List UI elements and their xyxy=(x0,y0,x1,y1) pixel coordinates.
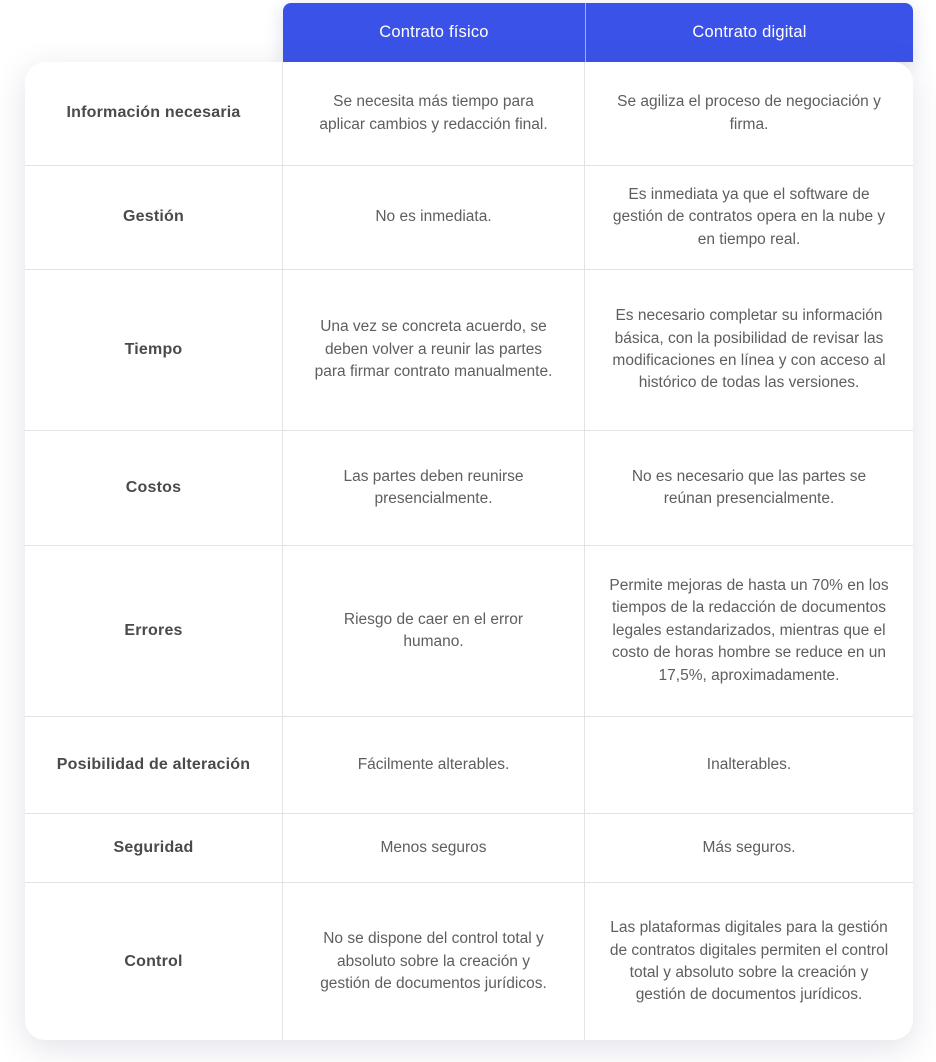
cell-text: Una vez se concreta acuerdo, se deben volver a reunir las partes para firmar contrato manualmente. xyxy=(314,318,553,381)
cell-text: No se dispone del control total y absoluto sobre la creación y gestión de documentos jurídicos. xyxy=(320,930,547,993)
cell-contrato-fisico xyxy=(283,814,585,882)
row-label-text: Errores xyxy=(124,621,183,639)
row-label xyxy=(25,166,283,269)
cell-contrato-digital xyxy=(585,431,913,545)
cell-contrato-fisico xyxy=(283,546,585,716)
row-label xyxy=(25,717,283,813)
row-label-text: Control xyxy=(124,952,183,970)
cell-contrato-digital xyxy=(585,883,913,1040)
cell-contrato-digital xyxy=(585,62,913,165)
row-label xyxy=(25,431,283,545)
table-row xyxy=(25,166,913,270)
cell-contrato-fisico xyxy=(283,62,585,165)
cell-text: No es inmediata. xyxy=(375,208,492,226)
cell-text: Fácilmente alterables. xyxy=(357,755,510,773)
row-label xyxy=(25,883,283,1040)
table-body-card xyxy=(25,62,913,1040)
row-label xyxy=(25,814,283,882)
table-header xyxy=(283,3,913,62)
table-row xyxy=(25,270,913,431)
table-row xyxy=(25,883,913,1040)
cell-contrato-fisico xyxy=(283,270,585,430)
cell-text: Las plataformas digitales para la gestión de contratos digitales permiten el control total y absoluto sobre la creación y gestión de documentos jurídicos. xyxy=(609,919,889,1004)
cell-contrato-digital xyxy=(585,270,913,430)
table-row xyxy=(25,546,913,717)
row-label-text: Seguridad xyxy=(113,838,194,856)
cell-contrato-digital xyxy=(585,166,913,269)
cell-contrato-digital xyxy=(585,814,913,882)
row-label-text: Posibilidad de alteración xyxy=(56,755,251,773)
cell-text: Las partes deben reunirse presencialmente. xyxy=(343,467,524,507)
cell-text: Se necesita más tiempo para aplicar cambios y redacción final. xyxy=(319,93,548,133)
cell-text: Es inmediata ya que el software de gestión de contratos opera en la nube y en tiempo real. xyxy=(612,185,886,248)
cell-contrato-fisico xyxy=(283,166,585,269)
cell-contrato-fisico xyxy=(283,431,585,545)
cell-text: Permite mejoras de hasta un 70% en los tiempos de la redacción de documentos legales estandarizados, mientras que el costo de horas hombre se reduce en un 17,5%, aproximadamente. xyxy=(609,576,889,684)
cell-text: Es necesario completar su información básica, con la posibilidad de revisar las modificaciones en línea y con acceso al histórico de todas las versiones. xyxy=(612,307,886,392)
row-label xyxy=(25,62,283,165)
cell-text: Menos seguros xyxy=(380,838,487,856)
row-label xyxy=(25,546,283,716)
cell-text: Inalterables. xyxy=(706,755,792,773)
cell-contrato-fisico xyxy=(283,717,585,813)
cell-text: Se agiliza el proceso de negociación y firma. xyxy=(617,93,881,133)
cell-contrato-fisico xyxy=(283,883,585,1040)
cell-text: Más seguros. xyxy=(702,838,796,856)
row-label-text: Tiempo xyxy=(124,340,183,358)
row-label-text: Costos xyxy=(125,478,182,496)
header-contrato-fisico: Contrato físico xyxy=(379,23,489,41)
table-row xyxy=(25,62,913,166)
table-row xyxy=(25,814,913,883)
row-label-text: Información necesaria xyxy=(66,104,241,122)
cell-contrato-digital xyxy=(585,717,913,813)
cell-text: Riesgo de caer en el error humano. xyxy=(343,610,524,650)
row-label xyxy=(25,270,283,430)
row-label-text: Gestión xyxy=(123,208,184,226)
table-row xyxy=(25,431,913,546)
table-row xyxy=(25,717,913,814)
header-contrato-digital: Contrato digital xyxy=(692,23,807,41)
cell-text: No es necesario que las partes se reúnan presencialmente. xyxy=(631,467,867,507)
cell-contrato-digital xyxy=(585,546,913,716)
